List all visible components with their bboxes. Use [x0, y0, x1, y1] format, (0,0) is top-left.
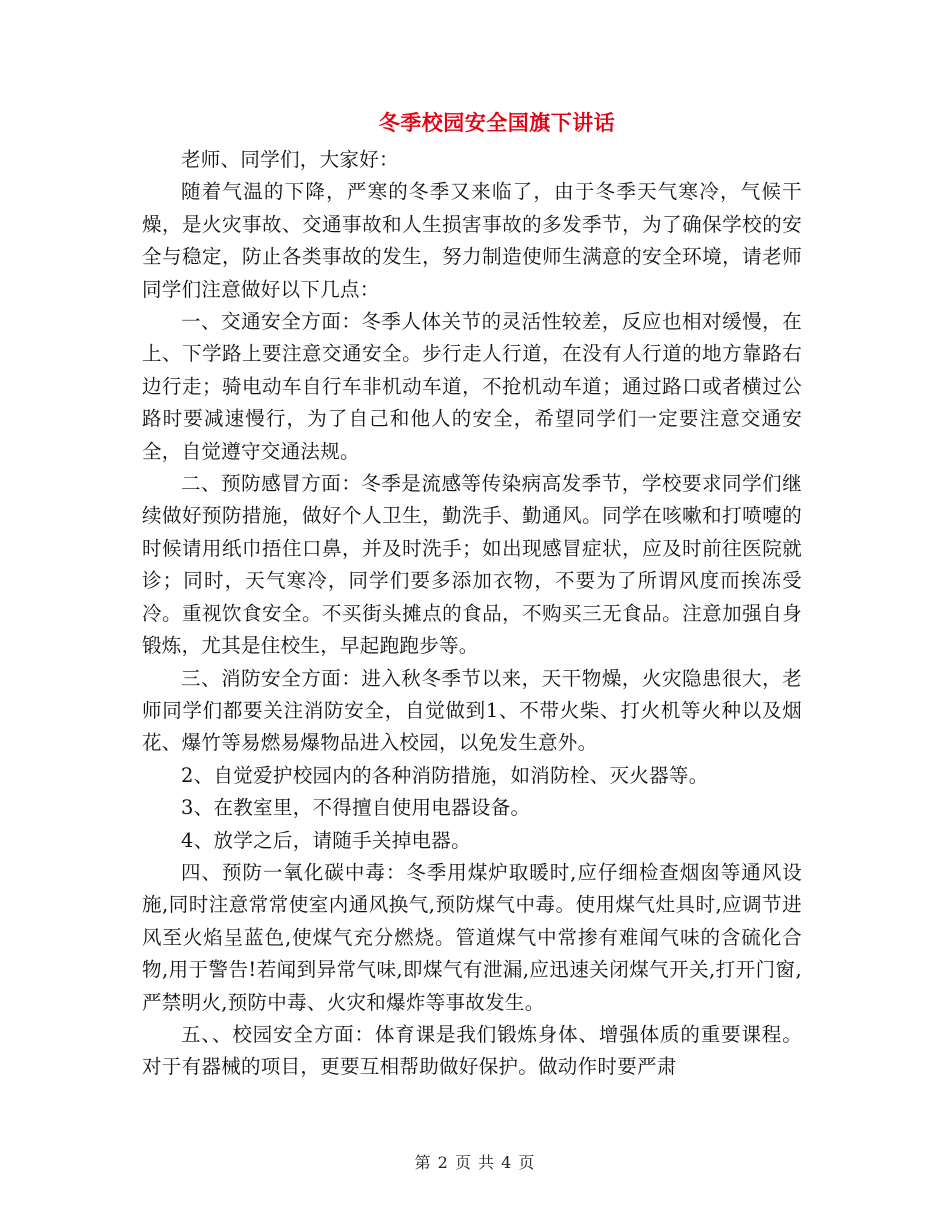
campus-safety-paragraph: 五、、校园安全方面：体育课是我们锻炼身体、增强体质的重要课程。对于有器械的项目，更要互相帮助做好保护。做动作时要严肃 [142, 1022, 802, 1079]
greeting-paragraph: 老师、同学们，大家好： [181, 148, 399, 171]
page-footer: 第 2 页 共 4 页 [414, 1153, 536, 1172]
document-title: 冬季校园安全国旗下讲话 [378, 110, 616, 135]
carbon-monoxide-paragraph: 四、预防一氧化碳中毒：冬季用煤炉取暖时,应仔细检查烟囱等通风设施,同时注意常常使室内通风换气,预防煤气中毒。使用煤气灶具时,应调节进风至火焰呈蓝色,使煤气充分燃烧。管道煤气中常掺有难闻气味的含硫化合物,用于警告!若闻到异常气味,即煤气有泄漏,应迅速关闭煤气开关,打开门窗,严禁明火,预防中毒、火灾和爆炸等事故发生。 [142, 860, 802, 1014]
fire-safety-item-2: 2、自觉爱护校园内的各种消防措施，如消防栓、灭火器等。 [181, 763, 709, 787]
traffic-safety-paragraph: 一、交通安全方面：冬季人体关节的灵活性较差，反应也相对缓慢，在上、下学路上要注意交通安全。步行走人行道，在没有人行道的地方靠路右边行走；骑电动车自行车非机动车道，不抢机动车道；通过路口或者横过公路时要减速慢行，为了自己和他人的安全，希望同学们一定要注意交通安全，自觉遵守交通法规。 [142, 310, 802, 463]
cold-prevention-paragraph: 二、预防感冒方面：冬季是流感等传染病高发季节，学校要求同学们继续做好预防措施，做好个人卫生，勤洗手、勤通风。同学在咳嗽和打喷嚏的时候请用纸巾捂住口鼻，并及时洗手；如出现感冒症状，应及时前往医院就诊；同时，天气寒冷，同学们要多添加衣物，不要为了所谓风度而挨冻受冷。重视饮食安全。不买街头摊点的食品，不购买三无食品。注意加强自身锻炼，尤其是住校生，早起跑跑步等。 [142, 472, 802, 658]
intro-paragraph: 随着气温的下降，严寒的冬季又来临了，由于冬季天气寒冷，气候干燥，是火灾事故、交通事故和人生损害事故的多发季节，为了确保学校的安全与稳定，防止各类事故的发生，努力制造使师生满意的安全环境，请老师同学们注意做好以下几点： [142, 180, 802, 301]
fire-safety-paragraph: 三、消防安全方面：进入秋冬季节以来，天干物燥，火灾隐患很大，老师同学们都要关注消防安全，自觉做到1、不带火柴、打火机等火种以及烟花、爆竹等易燃易爆物品进入校园，以免发生意外。 [142, 666, 802, 755]
document-page [142, 108, 802, 1084]
fire-safety-item-4: 4、放学之后，请随手关掉电器。 [181, 828, 471, 852]
fire-safety-item-3: 3、在教室里，不得擅自使用电器设备。 [181, 796, 531, 820]
